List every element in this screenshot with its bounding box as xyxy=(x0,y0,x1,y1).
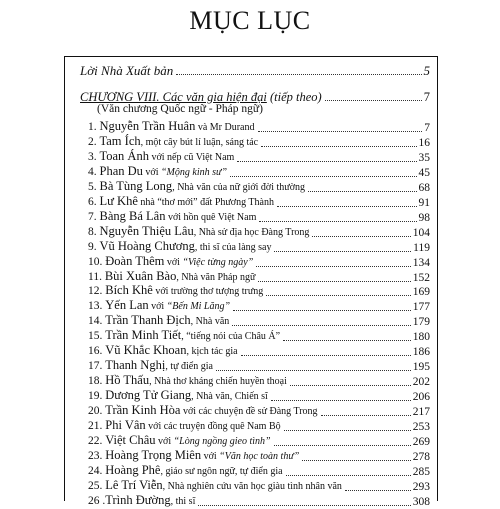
toc-entry-number: 19. xyxy=(88,390,106,403)
toc-entry-number: 17. xyxy=(88,360,106,373)
toc-entry-name: Hoàng Phê xyxy=(105,462,161,477)
toc-entry-connector: với xyxy=(201,450,220,462)
publisher-entry-page: 5 xyxy=(423,63,430,78)
toc-entry-name: Lê Trí Viễn xyxy=(105,477,163,492)
toc-entry-name: Trần Kinh Hòa xyxy=(105,403,181,418)
page-title: MỤC LỤC xyxy=(189,6,311,35)
toc-entry-number: 25. xyxy=(88,479,106,492)
toc-entry-name: Bàng Bá Lân xyxy=(99,208,166,223)
toc-entry-number: 23. xyxy=(88,449,106,462)
toc-entry-number: 12. xyxy=(88,285,106,298)
toc-entry-name: Dương Tử Giang xyxy=(105,388,192,403)
toc-entry-name: Bích Khê xyxy=(105,283,153,298)
toc-entry-description: , Nhà văn, Chiến sĩ xyxy=(191,391,268,403)
toc-entry-page: 293 xyxy=(412,480,430,493)
toc-entry-description: , Nhà văn Pháp ngữ xyxy=(176,271,256,283)
toc-entry-name: Trần Minh Tiết xyxy=(105,328,182,343)
dot-leader xyxy=(176,73,421,75)
toc-entry-number: 4. xyxy=(88,165,100,178)
toc-entry-page: 16 xyxy=(418,136,430,149)
toc-entry-name: Tam Ích xyxy=(99,133,141,148)
toc-entry-description: với trường thơ tượng trưng xyxy=(152,286,264,298)
toc-entry-number: 16. xyxy=(88,345,106,358)
toc-entry-page: 91 xyxy=(418,196,430,209)
toc-entry-number: 15. xyxy=(88,330,106,343)
chapter-entry[interactable] xyxy=(80,86,430,104)
toc-entry-page: 195 xyxy=(412,361,430,374)
toc-entry-number: 22. xyxy=(88,434,106,447)
dot-leader xyxy=(325,99,422,101)
toc-entry-name: Lư Khê xyxy=(99,193,138,208)
toc-entry-description: với hồn quê Việt Nam xyxy=(165,211,257,223)
toc-entry-description: , Nhà thơ kháng chiến huyền thoại xyxy=(149,376,287,388)
toc-entry-page: 269 xyxy=(412,435,430,448)
publisher-entry-label: Lời Nhà Xuất bản xyxy=(80,63,174,78)
toc-entry-connector: với xyxy=(155,435,174,447)
toc-entry-page: 278 xyxy=(412,450,430,463)
toc-entry-page: 7 xyxy=(424,122,430,134)
toc-entry-page: 134 xyxy=(412,256,430,269)
toc-entry-page: 308 xyxy=(412,495,430,508)
chapter-page: 7 xyxy=(423,90,430,104)
toc-entry-name: Vũ Khắc Khoan xyxy=(105,343,187,358)
toc-entry-description: , Nhà văn của nữ giới đời thường xyxy=(172,181,305,193)
toc-entry-page: 119 xyxy=(413,241,430,254)
toc-entry-name: Bùi Xuân Bào xyxy=(104,268,177,283)
toc-entry-description: nhà “thơ mới” đất Phương Thành xyxy=(137,196,274,208)
toc-entry-description: với nếp cũ Việt Nam xyxy=(148,151,235,163)
toc-entry-connector: với xyxy=(142,166,161,178)
toc-entry-page: 169 xyxy=(412,286,430,299)
toc-entry-page: 186 xyxy=(412,346,430,359)
toc-entry-description: và Mr Durand xyxy=(195,122,255,133)
toc-entry-number: 20. xyxy=(88,405,106,418)
toc-entry-name: Nguyễn Thiệu Lâu xyxy=(99,223,194,238)
toc-entry-name: Trần Thanh Địch xyxy=(105,313,191,328)
toc-entry-name: Trình Đường xyxy=(105,492,171,507)
toc-entry-name: Toan Ánh xyxy=(99,148,149,163)
toc-entry-page: 104 xyxy=(412,226,430,239)
toc-entry-name: Đoàn Thêm xyxy=(105,253,165,268)
toc-entry-number: 18. xyxy=(88,375,106,388)
toc-entry-name: Nguyễn Trần Huân xyxy=(99,119,196,133)
toc-entry-name: Bà Tùng Long xyxy=(99,178,173,193)
toc-entry-description: , một cây bút lí luận, sáng tác xyxy=(140,136,259,148)
toc-entry-name: Thanh Nghị xyxy=(105,358,166,373)
toc-entry-number: 1. xyxy=(88,121,100,133)
toc-entry-page: 217 xyxy=(412,406,430,419)
toc-entry-description: , Nhà sử địa học Đàng Trong xyxy=(193,226,310,238)
toc-entry-description: với các truyện đồng quê Nam Bộ xyxy=(145,421,281,432)
toc-entry-description: , Nhà văn xyxy=(190,316,230,328)
toc-entry-name: Vũ Hoàng Chương xyxy=(99,238,195,253)
toc-entry-number: 6. xyxy=(88,195,100,208)
toc-entry-number: 13. xyxy=(88,300,106,313)
toc-entry-description: “Lòng ngồng gieo tình” xyxy=(173,435,271,447)
toc-entry-connector: với xyxy=(148,301,167,313)
toc-entry-name: Hồ Thấu xyxy=(105,373,150,388)
toc-entry-text xyxy=(88,493,195,509)
toc-entry-page: 180 xyxy=(412,331,430,344)
toc-entry-description: , “tiếng nói của Châu Á” xyxy=(181,331,281,343)
toc-entry-page: 35 xyxy=(418,151,430,164)
publisher-entry[interactable] xyxy=(80,60,430,78)
toc-entry-number: 2. xyxy=(88,135,100,148)
toc-entry-number: 8. xyxy=(88,225,100,238)
toc-entry-description: , thi sĩ của làng say xyxy=(194,241,272,253)
toc-entry-page: 202 xyxy=(412,376,430,389)
toc-entry-number: 24. xyxy=(88,464,106,477)
toc-entry-description: , kịch tác gia xyxy=(186,346,238,358)
toc-entry-number: 9. xyxy=(88,240,100,253)
toc-entry-name: Phi Vân xyxy=(105,418,146,432)
toc-entry-description: , tự điển gia xyxy=(165,361,213,373)
toc-entry-page: 177 xyxy=(412,301,430,314)
toc-entry-page: 98 xyxy=(418,211,430,224)
toc-entry-connector: với xyxy=(164,256,183,268)
toc-entry-page: 45 xyxy=(418,166,430,179)
toc-entry-page: 285 xyxy=(412,465,430,478)
toc-entry-description: , giáo sư ngôn ngữ, tự điển gia xyxy=(160,465,283,477)
toc-entry-description: “Mộng kinh sư” xyxy=(160,166,227,178)
toc-entry-description: , thi sĩ xyxy=(170,495,196,507)
toc-entry-page: 68 xyxy=(418,181,430,194)
chapter-label: CHƯƠNG VIII. Các văn gia hiện đại (tiếp theo) xyxy=(80,90,322,104)
toc-entry-description: với các chuyện đề sử Đàng Trong xyxy=(180,406,318,418)
dot-leader xyxy=(198,504,410,506)
chapter-note: (Văn chương Quốc ngữ - Pháp ngữ) xyxy=(97,103,263,115)
toc-entry-description: “Bến Mi Lăng” xyxy=(166,301,231,313)
toc-entry-number: 5. xyxy=(88,180,100,193)
toc-entry-number: 26 . xyxy=(88,494,106,507)
toc-entry-name: Việt Châu xyxy=(105,432,156,447)
toc-entry-description: “Việc từng ngày” xyxy=(182,256,254,268)
toc-entry-name: Phan Du xyxy=(99,163,143,178)
toc-entry-page: 152 xyxy=(412,271,430,284)
toc-entry-number: 10. xyxy=(88,255,106,268)
toc-entry-page: 253 xyxy=(412,421,430,433)
toc-entry-page: 206 xyxy=(412,391,430,404)
toc-entry-number: 14. xyxy=(88,315,106,328)
toc-entry-description: “Văn học toàn thư” xyxy=(219,450,300,462)
toc-entry-description: , Nhà nghiên cứu văn học giàu tình nhân văn xyxy=(162,480,342,492)
toc-entry-number: 11. xyxy=(88,270,105,283)
toc-entry-number: 3. xyxy=(88,150,100,163)
toc-entry-name: Hoàng Trọng Miên xyxy=(105,447,202,462)
toc-entry-number: 7. xyxy=(88,210,100,223)
toc-entry-name: Yến Lan xyxy=(105,298,149,313)
toc-entry-page: 179 xyxy=(412,316,430,329)
toc-entry-number: 21. xyxy=(88,420,106,432)
